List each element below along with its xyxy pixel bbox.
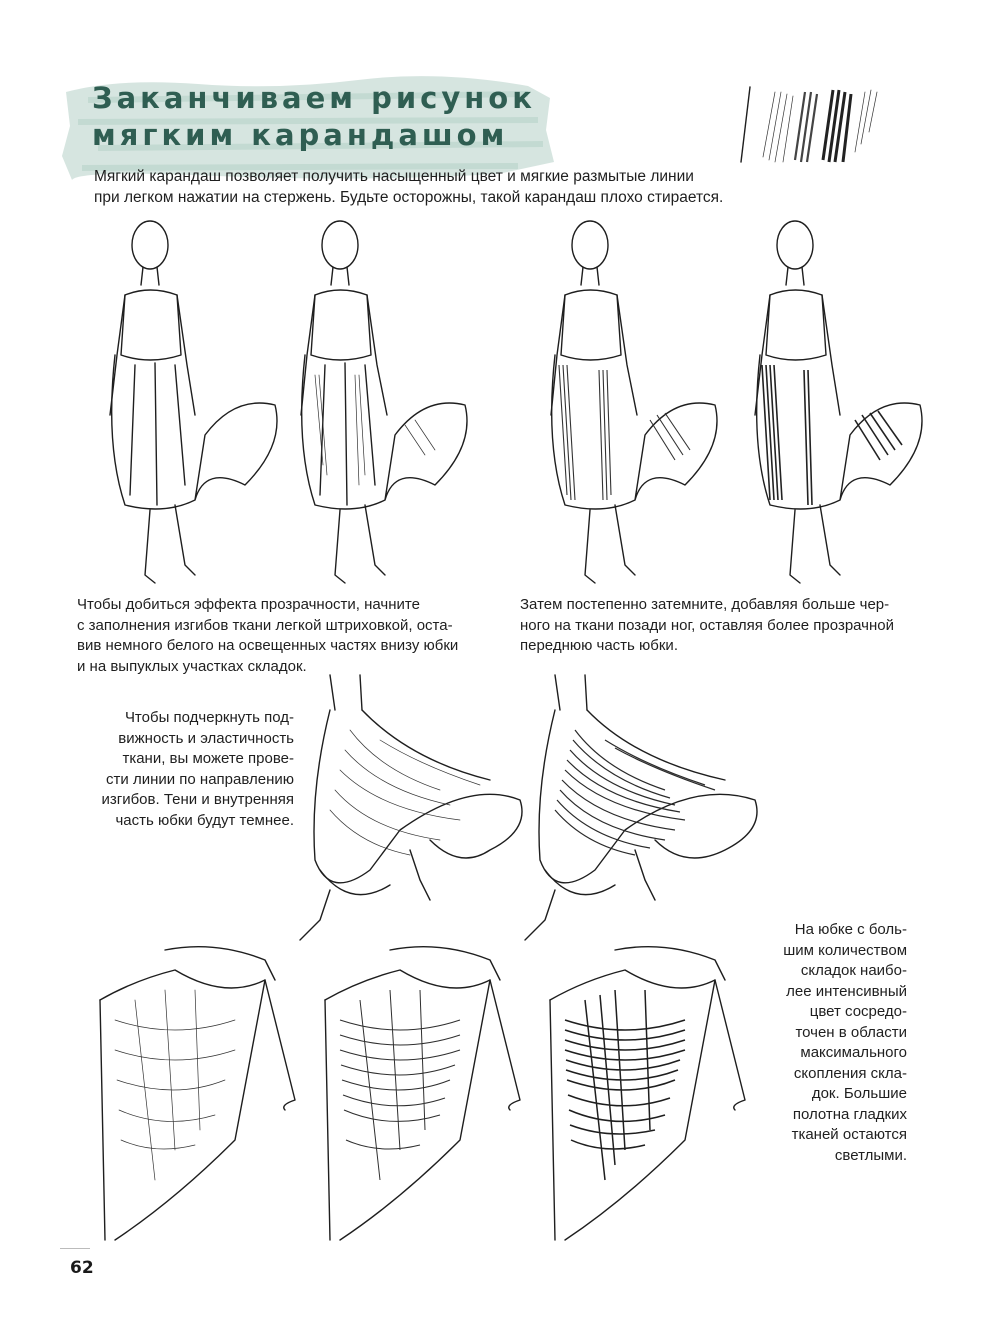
caption-line: точен в области: [795, 1023, 907, 1041]
footer-rule: [60, 1248, 90, 1249]
caption-line: часть юбки будут темнее.: [115, 811, 294, 829]
caption-line: складок наибо-: [800, 962, 907, 979]
intro-paragraph: [94, 166, 734, 208]
drape-fold-sketch-1: [95, 940, 315, 1245]
caption-line: Затем постепенно затемните, добавляя больше чер-: [520, 596, 890, 613]
caption-line: шим количеством: [783, 941, 907, 959]
caption-transparency: [77, 595, 497, 677]
caption-line: ткани, вы можете прове-: [122, 750, 294, 767]
caption-line: светлыми.: [834, 1146, 907, 1164]
caption-line: сти линии по направлению: [106, 770, 294, 788]
caption-line: изгибов. Тени и внутренняя: [101, 791, 294, 808]
caption-line: с заполнения изгибов ткани легкой штриховкой, оста-: [77, 616, 453, 634]
figure-sketch-1: [95, 215, 295, 590]
drape-fold-sketch-2: [320, 940, 540, 1245]
caption-line: и на выпуклых участках складок.: [77, 657, 307, 675]
figure-sketch-2: [295, 215, 495, 590]
medium-hatch-swatch: [795, 92, 817, 162]
light-hatch-swatch: [763, 92, 793, 162]
caption-darken: [520, 595, 920, 657]
title-line-1: Заканчиваем рисунок: [92, 81, 536, 115]
caption-line: Чтобы добиться эффекта прозрачности, начните: [77, 596, 420, 613]
caption-line: Чтобы подчеркнуть под-: [124, 709, 294, 726]
intro-line-1: Мягкий карандаш позволяет получить насыщенный цвет и мягкие размытые линии: [94, 168, 694, 185]
caption-line: цвет сосредо-: [809, 1003, 907, 1020]
figure-sketch-4: [740, 215, 940, 590]
caption-line: На юбке с боль-: [794, 921, 907, 938]
page-title: [92, 80, 536, 154]
drape-fold-sketch-3: [545, 940, 765, 1245]
page-number: 62: [70, 1258, 94, 1278]
caption-line: переднюю часть юбки.: [520, 637, 678, 654]
caption-line: вижность и эластичность: [118, 729, 294, 747]
flowing-skirt-sketch-1: [290, 670, 540, 960]
caption-line: скопления скла-: [793, 1064, 907, 1082]
dark-hatch-swatch: [823, 90, 851, 162]
caption-line: лее интенсивный: [786, 982, 907, 1000]
pencil-stroke-swatches: [735, 82, 895, 172]
caption-line: тканей остаются: [791, 1126, 907, 1143]
caption-line: максимального: [800, 1044, 907, 1061]
caption-folds: [752, 920, 907, 1166]
intro-line-2: при легком нажатии на стержень. Будьте осторожны, такой карандаш плохо стирается.: [94, 189, 724, 206]
caption-line: ного на ткани позади ног, оставляя более прозрачной: [520, 616, 894, 634]
caption-line: док. Большие: [811, 1085, 907, 1102]
fade-hatch-swatch: [855, 90, 877, 152]
figure-sketch-3: [545, 215, 745, 590]
caption-line: вив немного белого на освещенных частях внизу юбки: [77, 637, 459, 654]
caption-line: полотна гладких: [792, 1105, 907, 1123]
flowing-skirt-sketch-2: [515, 670, 775, 960]
title-line-2: мягким карандашом: [92, 118, 509, 152]
caption-movement: [74, 708, 294, 831]
